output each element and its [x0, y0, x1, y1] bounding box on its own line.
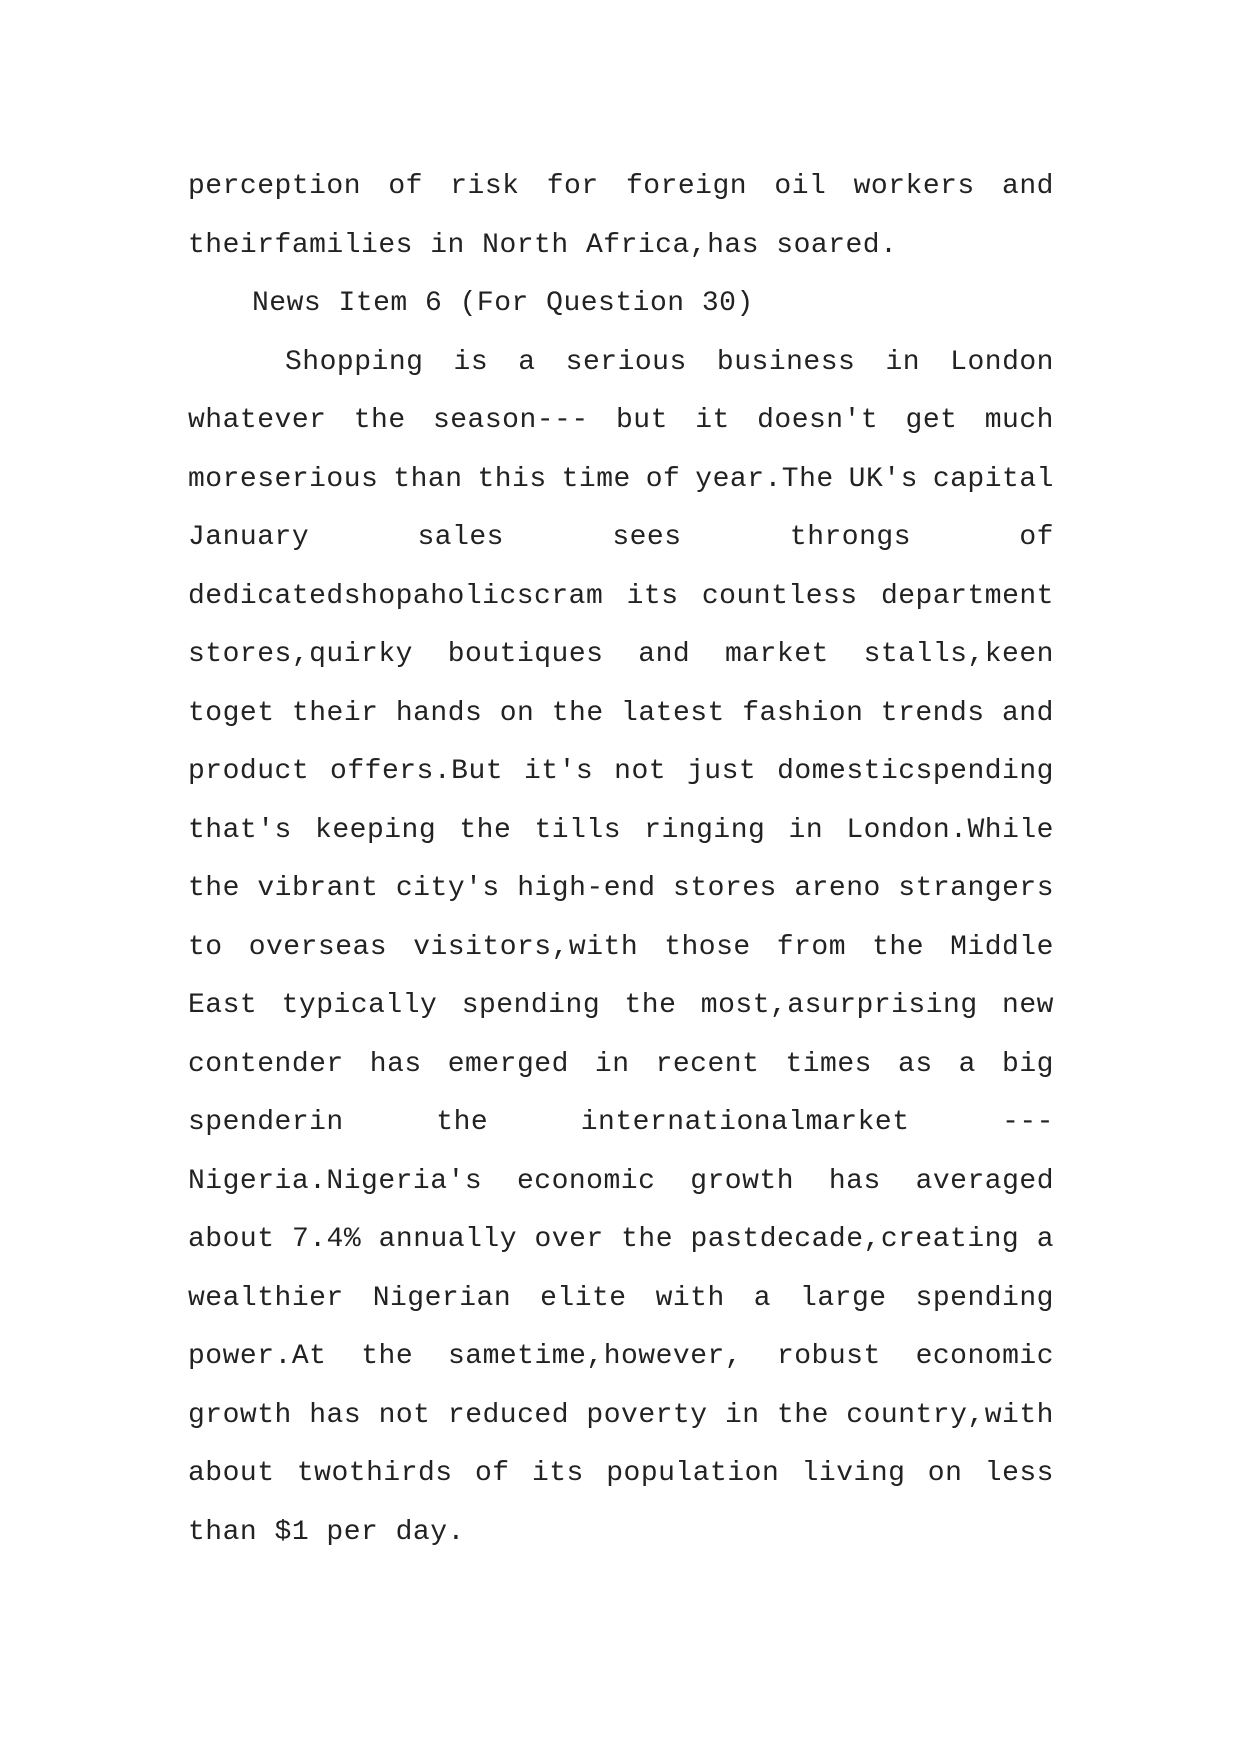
word: from [776, 931, 847, 963]
word: that's [188, 814, 292, 846]
word: their [291, 697, 379, 729]
word: risk [450, 171, 520, 202]
word: in [724, 1399, 760, 1431]
text-line [188, 1211, 1054, 1270]
word: population [606, 1458, 780, 1489]
word: just [686, 756, 757, 787]
word: sees [612, 522, 682, 553]
word: high-end [517, 873, 656, 904]
text-line [188, 685, 1054, 744]
word: a [753, 1282, 772, 1314]
word: stores [673, 873, 777, 904]
word: season--- [432, 405, 589, 436]
word: trends [880, 697, 985, 729]
word: spending [461, 990, 601, 1021]
word: annually [378, 1224, 518, 1255]
word: ringing [644, 814, 766, 846]
word: a [958, 1048, 976, 1080]
word: and [638, 639, 691, 670]
word: pastdecade,creating [690, 1224, 1020, 1255]
word: about [188, 1458, 275, 1489]
word: the [353, 405, 406, 436]
word: fashion [742, 697, 864, 729]
word: spenderin [188, 1107, 344, 1138]
word: for [546, 171, 599, 202]
word: Nigerian [372, 1282, 512, 1314]
word: toget [188, 697, 275, 729]
word: countless [701, 580, 858, 612]
text-line [188, 509, 1054, 568]
word: moreserious [188, 463, 379, 495]
word: its [626, 580, 679, 612]
word: the [621, 1224, 674, 1255]
word: the [624, 990, 677, 1021]
word: to [188, 931, 223, 963]
word: vibrant [257, 873, 379, 904]
word: recent [655, 1048, 760, 1080]
word: areno [794, 873, 881, 904]
text-line [188, 919, 1054, 978]
word: hands [395, 697, 483, 729]
word: about [188, 1224, 275, 1255]
text-line [188, 1094, 1054, 1153]
word: wealthier [188, 1282, 344, 1314]
text-line [188, 802, 1054, 861]
word: typically [281, 990, 438, 1021]
word: robust [776, 1341, 881, 1372]
text-line [188, 1270, 1054, 1329]
word: sales [417, 522, 504, 553]
word: country,with [846, 1399, 1054, 1431]
text-line [188, 568, 1054, 627]
text-line [188, 1387, 1054, 1446]
text-line [188, 1328, 1054, 1387]
word: spending [915, 1282, 1054, 1314]
word: it's [524, 756, 594, 787]
word: East [188, 990, 258, 1021]
word: it [695, 405, 730, 436]
word: its [531, 1458, 584, 1489]
word: on [927, 1458, 963, 1489]
previous-item-fragment [188, 158, 1054, 275]
word: city's [395, 873, 500, 904]
word: the [361, 1341, 414, 1372]
word: those [664, 931, 751, 963]
news-item-6 [188, 275, 1054, 1562]
word: growth [690, 1165, 795, 1197]
word: elite [540, 1282, 627, 1314]
word: tills [534, 814, 621, 846]
word: market [724, 639, 829, 670]
text-line [188, 451, 1054, 510]
word: not [378, 1399, 431, 1431]
word: economic [915, 1341, 1054, 1372]
word: the [436, 1107, 489, 1138]
word: product [188, 756, 310, 787]
word: boutiques [447, 639, 604, 670]
text-line: than $1 per day. [188, 1516, 465, 1548]
word: of [1019, 522, 1054, 553]
word: in [594, 1048, 630, 1080]
word: overseas [248, 931, 388, 963]
word: whatever [188, 405, 327, 436]
text-line [188, 158, 1054, 217]
word: on [499, 697, 535, 729]
word: dedicatedshopaholicscram [188, 580, 604, 612]
word: and [1002, 171, 1054, 202]
word: has [309, 1399, 362, 1431]
word: throngs [789, 522, 912, 553]
word: a [1036, 1224, 1054, 1255]
word: sametime,however, [447, 1341, 743, 1372]
word: visitors,with [413, 931, 639, 963]
word: Nigeria.Nigeria's [188, 1165, 483, 1197]
word: a [518, 346, 536, 378]
word: 7.4% [291, 1224, 362, 1255]
word: strangers [898, 873, 1054, 904]
word: big [1002, 1048, 1054, 1080]
word: perception [188, 171, 362, 202]
word: contender [188, 1048, 344, 1080]
text-line [188, 977, 1054, 1036]
word: latest [621, 697, 725, 729]
word: of [645, 463, 681, 495]
word: than [393, 463, 463, 495]
news-item-heading: News Item 6 (For Question 30) [252, 288, 754, 319]
word: emerged [447, 1048, 569, 1080]
word: keeping [315, 814, 437, 846]
word: London.While [846, 814, 1054, 846]
word: this [477, 463, 547, 495]
word: as [898, 1048, 933, 1080]
word: in [788, 814, 824, 846]
word: much [984, 405, 1054, 436]
word: over [534, 1224, 604, 1255]
text-line [188, 334, 1054, 393]
word: doesn't [757, 405, 879, 436]
word: Shopping [285, 346, 424, 378]
word: living [801, 1458, 906, 1489]
word: poverty [586, 1399, 708, 1431]
text-line [188, 392, 1054, 451]
word: most,asurprising [700, 990, 978, 1021]
word: workers [853, 171, 975, 202]
word: growth [188, 1399, 292, 1431]
text-line [188, 743, 1054, 802]
word: stores,quirky [188, 639, 413, 670]
word: time [561, 463, 631, 495]
word: the [459, 814, 512, 846]
word: the [776, 1399, 829, 1431]
word: serious [565, 346, 687, 378]
word: business [716, 346, 856, 378]
word: UK's [848, 463, 918, 495]
word: economic [516, 1165, 656, 1197]
word: Middle [950, 931, 1054, 963]
word: with [655, 1282, 725, 1314]
word: oil [774, 171, 827, 202]
word: the [188, 873, 240, 904]
word: January [188, 522, 310, 553]
word: less [984, 1458, 1054, 1489]
word: domesticspending [777, 756, 1054, 787]
word: foreign [625, 171, 748, 202]
word: of [388, 171, 423, 202]
word: averaged [915, 1165, 1054, 1197]
word: but [615, 405, 668, 436]
word: internationalmarket [580, 1107, 910, 1138]
word: has [828, 1165, 881, 1197]
text-line [188, 626, 1054, 685]
word: and [1001, 697, 1054, 729]
word: the [551, 697, 604, 729]
word: the [872, 931, 925, 963]
text-line: theirfamilies in North Africa,has soared. [188, 229, 898, 261]
word: stalls,keen [863, 639, 1054, 670]
word: capital [932, 463, 1054, 495]
word: is [453, 346, 489, 378]
word: department [880, 580, 1054, 612]
word: times [785, 1048, 872, 1080]
word: offers.But [330, 756, 504, 787]
word: not [614, 756, 667, 787]
word: year.The [695, 463, 834, 495]
word: reduced [447, 1399, 570, 1431]
word: of [474, 1458, 510, 1489]
word: London [950, 346, 1054, 378]
word: in [885, 346, 921, 378]
text-line [188, 1036, 1054, 1095]
text-line [188, 860, 1054, 919]
word: has [369, 1048, 422, 1080]
word: get [905, 405, 958, 436]
word: large [800, 1282, 887, 1314]
word: --- [1002, 1107, 1054, 1138]
word: new [1002, 990, 1054, 1021]
word: twothirds [296, 1458, 453, 1489]
text-line [188, 1445, 1054, 1504]
word: power.At [188, 1341, 327, 1372]
text-line [188, 1153, 1054, 1212]
